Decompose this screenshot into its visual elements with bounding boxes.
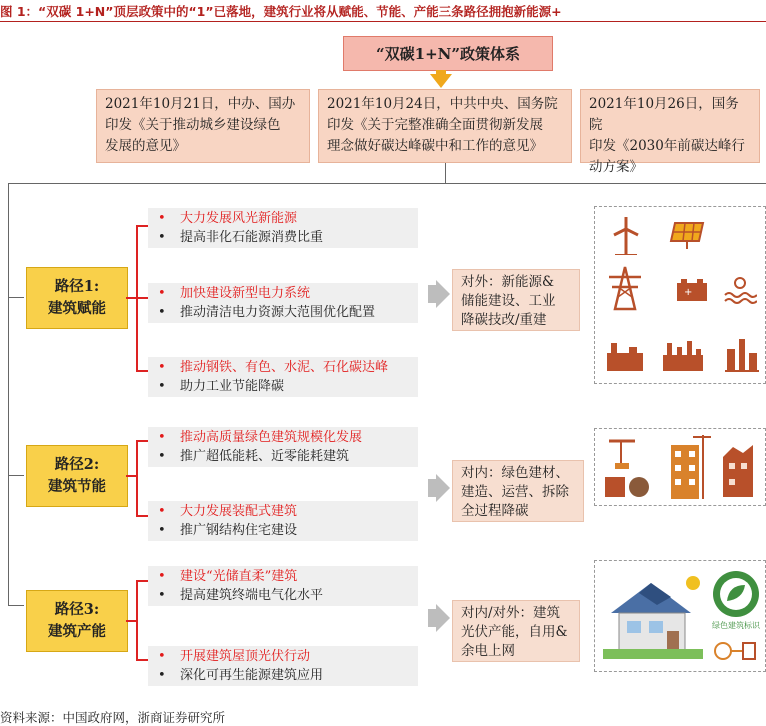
policy-2-line2: 印发《关于完整准确全面贯彻新发展 bbox=[327, 117, 543, 133]
arrow-stem-3 bbox=[428, 609, 436, 627]
green-building-seal-icon bbox=[711, 569, 761, 619]
bullet: • bbox=[158, 286, 166, 301]
arrow-stem-2 bbox=[428, 479, 436, 497]
refinery-icon bbox=[723, 335, 759, 373]
bracket-path1-t3 bbox=[136, 370, 148, 372]
path-3-label1: 路径3: bbox=[54, 601, 100, 618]
figure-title: 图 1：“双碳 1+N”顶层政策中的“1”已落地，建筑行业将从赋能、节能、产能三条路径拥抱新能源+ bbox=[0, 4, 562, 19]
bracket-path1-stub bbox=[126, 297, 136, 299]
bullet: • bbox=[158, 360, 166, 375]
policy-2-line3: 理念做好碳达峰碳中和工作的意见》 bbox=[327, 138, 543, 154]
bracket-path2-vert bbox=[136, 440, 138, 516]
path-1-item-1 bbox=[148, 208, 418, 248]
item-black-text: 推动清洁电力资源大范围优化配置 bbox=[180, 305, 376, 320]
path-3-item-2 bbox=[148, 646, 418, 686]
electric-plug-icon bbox=[713, 637, 761, 665]
path-1-box bbox=[26, 267, 128, 329]
policy-box-1 bbox=[96, 89, 310, 163]
connector-policy-stub bbox=[445, 163, 446, 183]
item-black-text: 推广钢结构住宅建设 bbox=[180, 523, 298, 538]
path-2-outcome bbox=[452, 460, 584, 522]
path-1-item-2 bbox=[148, 283, 418, 323]
path-3-box bbox=[26, 590, 128, 652]
connector-path1 bbox=[8, 297, 24, 298]
bracket-path3-t1 bbox=[136, 580, 148, 582]
bullet: • bbox=[158, 588, 166, 603]
bullet: • bbox=[158, 668, 166, 683]
arrow-stem-1 bbox=[428, 285, 436, 303]
bullet: • bbox=[158, 305, 166, 320]
policy-1-line1: 2021年10月21日，中办、国办 bbox=[105, 96, 296, 112]
path-3-item-1 bbox=[148, 566, 418, 606]
policy-box-3 bbox=[580, 89, 760, 175]
item-red-text: 开展建筑屋顶光伏行动 bbox=[180, 649, 311, 664]
demolition-icon bbox=[719, 439, 759, 499]
connector-path3 bbox=[8, 605, 24, 606]
bullet: • bbox=[158, 504, 166, 519]
item-red-text: 加快建设新型电力系统 bbox=[180, 286, 311, 301]
outcome-line: 全过程降碳 bbox=[461, 503, 529, 519]
outcome-line: 降碳技改/重建 bbox=[461, 312, 547, 328]
item-red-text: 大力发展装配式建筑 bbox=[180, 504, 298, 519]
connector-policy-bottom bbox=[8, 183, 766, 184]
policy-2-line1: 2021年10月24日，中共中央、国务院 bbox=[327, 96, 558, 112]
bullet: • bbox=[158, 523, 166, 538]
bracket-path1-t2 bbox=[136, 297, 148, 299]
path-2-item-1 bbox=[148, 427, 418, 467]
bullet: • bbox=[158, 430, 166, 445]
bracket-path3-t2 bbox=[136, 659, 148, 661]
system-label-box bbox=[343, 36, 553, 71]
path-3-icon-panel bbox=[594, 560, 766, 672]
outcome-line: 光伏产能，自用& bbox=[461, 624, 568, 640]
item-black-text: 提高建筑终端电气化水平 bbox=[180, 588, 324, 603]
outcome-line: 储能建设、工业 bbox=[461, 293, 556, 309]
policy-1-line2: 印发《关于推动城乡建设绿色 bbox=[105, 117, 281, 133]
item-black-text: 提高非化石能源消费比重 bbox=[180, 230, 324, 245]
bullet: • bbox=[158, 649, 166, 664]
path-1-item-3 bbox=[148, 357, 418, 397]
bullet: • bbox=[158, 230, 166, 245]
policy-3-line3: 动方案》 bbox=[589, 159, 643, 175]
sea-water-icon bbox=[723, 273, 757, 305]
outcome-line: 对内：绿色建材、 bbox=[461, 465, 569, 481]
solar-panel-icon bbox=[669, 219, 707, 251]
seal-text: 绿色建筑标识 bbox=[712, 621, 760, 630]
outcome-line: 对外：新能源& bbox=[461, 274, 555, 290]
wind-turbine-icon bbox=[609, 215, 643, 255]
construction-icon bbox=[663, 433, 711, 501]
battery-icon bbox=[675, 277, 709, 303]
bullet: • bbox=[158, 569, 166, 584]
path-2-item-2 bbox=[148, 501, 418, 541]
system-label: “双碳1+N”政策体系 bbox=[376, 45, 520, 63]
power-tower-icon bbox=[607, 265, 643, 311]
path-1-outcome bbox=[452, 269, 580, 331]
factory-icon bbox=[661, 339, 705, 373]
down-arrow-icon bbox=[430, 74, 452, 88]
bullet: • bbox=[158, 379, 166, 394]
bracket-path2-t2 bbox=[136, 515, 148, 517]
item-red-text: 大力发展风光新能源 bbox=[180, 211, 298, 226]
bracket-path2-stub bbox=[126, 475, 136, 477]
steel-plant-icon bbox=[605, 339, 645, 373]
right-arrow-icon bbox=[436, 604, 450, 632]
path-1-label1: 路径1: bbox=[54, 278, 100, 295]
item-red-text: 推动高质量绿色建筑规模化发展 bbox=[180, 430, 363, 445]
path-3-outcome bbox=[452, 600, 580, 662]
policy-3-line1: 2021年10月26日，国务院 bbox=[589, 96, 739, 133]
path-2-label2: 建筑节能 bbox=[48, 478, 106, 495]
outcome-line: 建造、运营、拆除 bbox=[461, 484, 569, 500]
path-1-icon-panel bbox=[594, 206, 766, 384]
policy-3-line2: 印发《2030年前碳达峰行 bbox=[589, 138, 745, 154]
right-arrow-icon bbox=[436, 474, 450, 502]
policy-box-2 bbox=[318, 89, 572, 163]
title-rule bbox=[0, 21, 766, 22]
path-2-box bbox=[26, 445, 128, 507]
item-red-text: 建设“光储直柔”建筑 bbox=[180, 569, 298, 584]
policy-1-line3: 发展的意见》 bbox=[105, 138, 186, 154]
connector-left-trunk bbox=[8, 183, 9, 605]
bracket-path3-stub bbox=[126, 620, 136, 622]
right-arrow-icon bbox=[436, 280, 450, 308]
path-3-label2: 建筑产能 bbox=[48, 623, 106, 640]
solar-house-icon bbox=[601, 569, 705, 665]
item-black-text: 助力工业节能降碳 bbox=[180, 379, 285, 394]
item-red-text: 推动钢铁、有色、水泥、石化碳达峰 bbox=[180, 360, 389, 375]
path-1-label2: 建筑赋能 bbox=[48, 300, 106, 317]
bracket-path3-vert bbox=[136, 580, 138, 660]
connector-path2 bbox=[8, 475, 24, 476]
building-materials-icon bbox=[601, 437, 653, 499]
bracket-path1-t1 bbox=[136, 225, 148, 227]
outcome-line: 余电上网 bbox=[461, 643, 515, 659]
item-black-text: 深化可再生能源建筑应用 bbox=[180, 668, 324, 683]
bracket-path2-t1 bbox=[136, 440, 148, 442]
outcome-line: 对内/对外：建筑 bbox=[461, 605, 561, 621]
path-2-label1: 路径2: bbox=[54, 456, 100, 473]
svg-text:+: + bbox=[684, 287, 693, 298]
bullet: • bbox=[158, 211, 166, 226]
path-2-icon-panel bbox=[594, 428, 766, 506]
source-note: 资料来源：中国政府网，浙商证券研究所 bbox=[0, 710, 226, 725]
bullet: • bbox=[158, 449, 166, 464]
item-black-text: 推广超低能耗、近零能耗建筑 bbox=[180, 449, 350, 464]
